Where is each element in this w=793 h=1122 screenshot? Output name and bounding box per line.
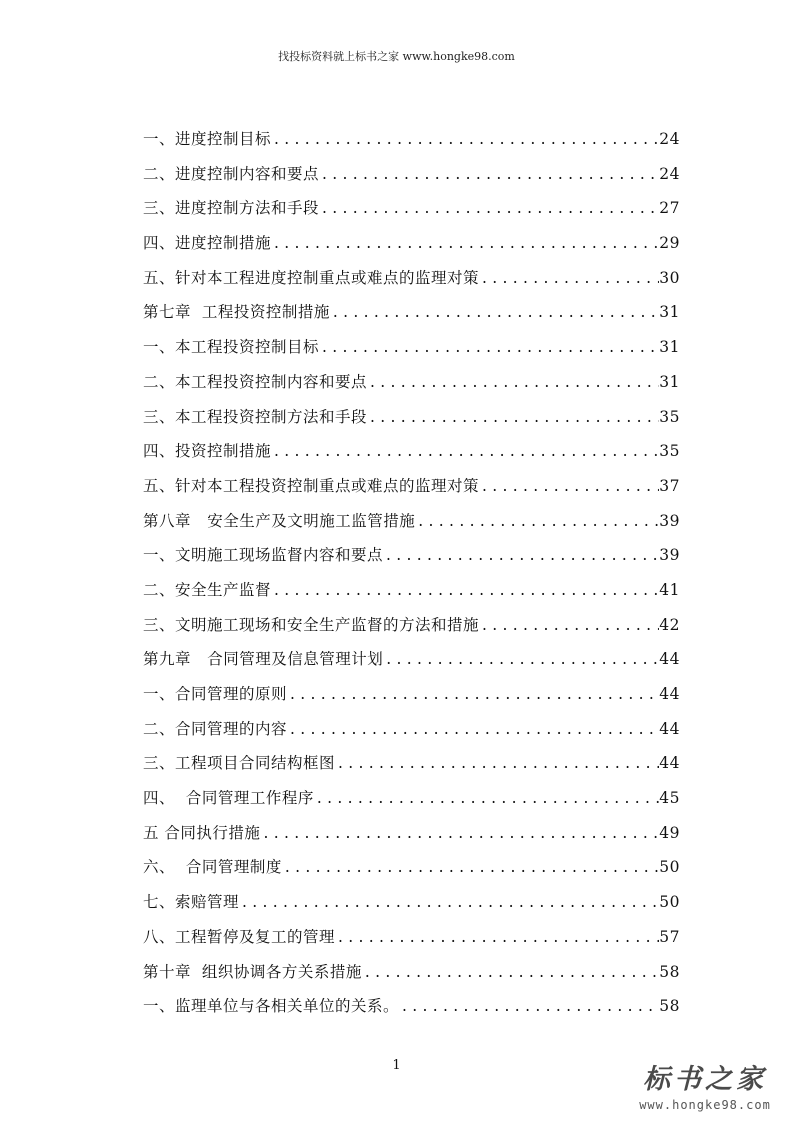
toc-entry-page: 37 xyxy=(659,476,680,495)
toc-entry[interactable] xyxy=(143,682,680,717)
toc-entry-title: 四、 合同管理工作程序 xyxy=(143,789,314,808)
toc-entry-page: 58 xyxy=(659,997,680,1016)
toc-entry[interactable] xyxy=(143,266,680,301)
toc-entry-title: 四、投资控制措施 xyxy=(143,442,272,461)
toc-leader-dots xyxy=(319,165,659,183)
toc-entry-title: 六、 合同管理制度 xyxy=(143,858,282,877)
toc-entry-title: 二、安全生产监督 xyxy=(143,580,272,599)
watermark-name: 标书之家 xyxy=(643,1064,767,1095)
toc-leader-dots xyxy=(330,303,659,321)
toc-entry-title: 二、本工程投资控制内容和要点 xyxy=(143,372,368,391)
toc-entry-title: 三、进度控制方法和手段 xyxy=(143,199,320,218)
toc-entry[interactable] xyxy=(143,335,680,370)
toc-entry-page: 44 xyxy=(659,719,680,738)
toc-entry-page: 31 xyxy=(659,372,680,391)
toc-entry-page: 35 xyxy=(659,442,680,461)
toc-entry-title: 二、进度控制内容和要点 xyxy=(143,164,320,183)
toc-leader-dots xyxy=(271,442,659,460)
toc-entry-page: 29 xyxy=(659,234,680,253)
toc-entry-page: 27 xyxy=(659,199,680,218)
toc-entry[interactable] xyxy=(143,821,680,856)
toc-entry-title: 一、进度控制目标 xyxy=(143,130,272,148)
toc-leader-dots xyxy=(335,928,659,946)
toc-entry-page: 35 xyxy=(659,407,680,426)
toc-leader-dots xyxy=(399,997,659,1015)
toc-entry[interactable] xyxy=(143,509,680,544)
toc-leader-dots xyxy=(383,546,659,564)
toc-entry[interactable] xyxy=(143,855,680,890)
toc-entry[interactable] xyxy=(143,196,680,231)
page-number: 1 xyxy=(392,1058,401,1073)
toc-entry-page: 31 xyxy=(659,303,680,322)
toc-leader-dots xyxy=(271,581,659,599)
page-header: 找投标资料就上标书之家 www.hongke98.com xyxy=(278,50,515,63)
toc-entry[interactable] xyxy=(143,405,680,440)
toc-entry-page: 58 xyxy=(659,962,680,981)
toc-entry[interactable] xyxy=(143,786,680,821)
toc-leader-dots xyxy=(239,893,659,911)
toc-entry-title: 五、针对本工程投资控制重点或难点的监理对策 xyxy=(143,476,480,495)
toc-entry[interactable] xyxy=(143,300,680,335)
toc-entry[interactable] xyxy=(143,578,680,613)
toc-entry[interactable] xyxy=(143,994,680,1029)
toc-entry-page: 50 xyxy=(659,858,680,877)
toc-entry-title: 五、针对本工程进度控制重点或难点的监理对策 xyxy=(143,268,480,287)
toc-entry-page: 50 xyxy=(659,893,680,912)
toc-leader-dots xyxy=(319,199,659,217)
toc-entry-title: 一、文明施工现场监督内容和要点 xyxy=(143,546,384,565)
toc-entry-page: 39 xyxy=(659,546,680,565)
toc-leader-dots xyxy=(479,477,659,495)
toc-entry[interactable] xyxy=(143,127,680,162)
toc-leader-dots xyxy=(287,720,659,738)
toc-entry-title: 八、工程暂停及复工的管理 xyxy=(143,927,336,946)
toc-leader-dots xyxy=(362,963,659,981)
toc-entry-title: 第八章 安全生产及文明施工监管措施 xyxy=(143,511,416,530)
toc-entry-title: 四、进度控制措施 xyxy=(143,234,272,253)
toc-entry[interactable] xyxy=(143,647,680,682)
toc-entry-page: 44 xyxy=(659,754,680,773)
toc-entry-page: 44 xyxy=(659,650,680,669)
toc-entry-title: 第七章 工程投资控制措施 xyxy=(143,303,330,322)
toc-leader-dots xyxy=(314,789,659,807)
toc-entry[interactable] xyxy=(143,543,680,578)
toc-entry[interactable] xyxy=(143,439,680,474)
toc-entry-title: 第九章 合同管理及信息管理计划 xyxy=(143,650,384,669)
toc-entry[interactable] xyxy=(143,751,680,786)
toc-entry-page: 24 xyxy=(659,164,680,183)
toc-leader-dots xyxy=(271,130,659,148)
toc-entry-title: 二、合同管理的内容 xyxy=(143,719,288,738)
toc-entry[interactable] xyxy=(143,960,680,995)
toc-entry[interactable] xyxy=(143,231,680,266)
toc-leader-dots xyxy=(479,269,659,287)
toc-leader-dots xyxy=(287,685,659,703)
toc-leader-dots xyxy=(282,858,659,876)
toc-entry-title: 五 合同执行措施 xyxy=(143,823,261,842)
toc-entry-page: 42 xyxy=(659,615,680,634)
toc-leader-dots xyxy=(335,754,659,772)
toc-entry-title: 一、监理单位与各相关单位的关系。 xyxy=(143,997,400,1016)
toc-leader-dots xyxy=(367,373,659,391)
toc-leader-dots xyxy=(383,650,659,668)
toc-entry[interactable] xyxy=(143,162,680,197)
toc-entry-page: 24 xyxy=(659,130,680,148)
toc-entry[interactable] xyxy=(143,613,680,648)
table-of-contents xyxy=(143,127,680,1029)
toc-entry-page: 41 xyxy=(659,580,680,599)
toc-entry[interactable] xyxy=(143,370,680,405)
toc-entry-page: 49 xyxy=(659,823,680,842)
toc-leader-dots xyxy=(319,338,659,356)
toc-entry-page: 57 xyxy=(659,927,680,946)
toc-entry-title: 三、工程项目合同结构框图 xyxy=(143,754,336,773)
toc-leader-dots xyxy=(479,616,659,634)
toc-entry-title: 七、索赔管理 xyxy=(143,893,240,912)
toc-entry-title: 第十章 组织协调各方关系措施 xyxy=(143,962,362,981)
toc-entry-page: 45 xyxy=(659,789,680,808)
toc-entry-title: 一、本工程投资控制目标 xyxy=(143,338,320,357)
toc-entry-page: 39 xyxy=(659,511,680,530)
toc-leader-dots xyxy=(415,512,659,530)
toc-entry[interactable] xyxy=(143,717,680,752)
toc-entry-page: 30 xyxy=(659,268,680,287)
toc-entry-title: 一、合同管理的原则 xyxy=(143,685,288,703)
toc-leader-dots xyxy=(367,408,659,426)
watermark-url: www.hongke98.com xyxy=(639,1098,771,1112)
toc-entry[interactable] xyxy=(143,890,680,925)
toc-entry-page: 44 xyxy=(659,685,680,703)
toc-entry[interactable] xyxy=(143,474,680,509)
toc-entry-title: 三、本工程投资控制方法和手段 xyxy=(143,407,368,426)
toc-leader-dots xyxy=(271,234,659,252)
toc-entry-title: 三、文明施工现场和安全生产监督的方法和措施 xyxy=(143,615,480,634)
toc-entry[interactable] xyxy=(143,925,680,960)
toc-leader-dots xyxy=(260,824,659,842)
toc-entry-page: 31 xyxy=(659,338,680,357)
brand-watermark xyxy=(620,1063,790,1119)
